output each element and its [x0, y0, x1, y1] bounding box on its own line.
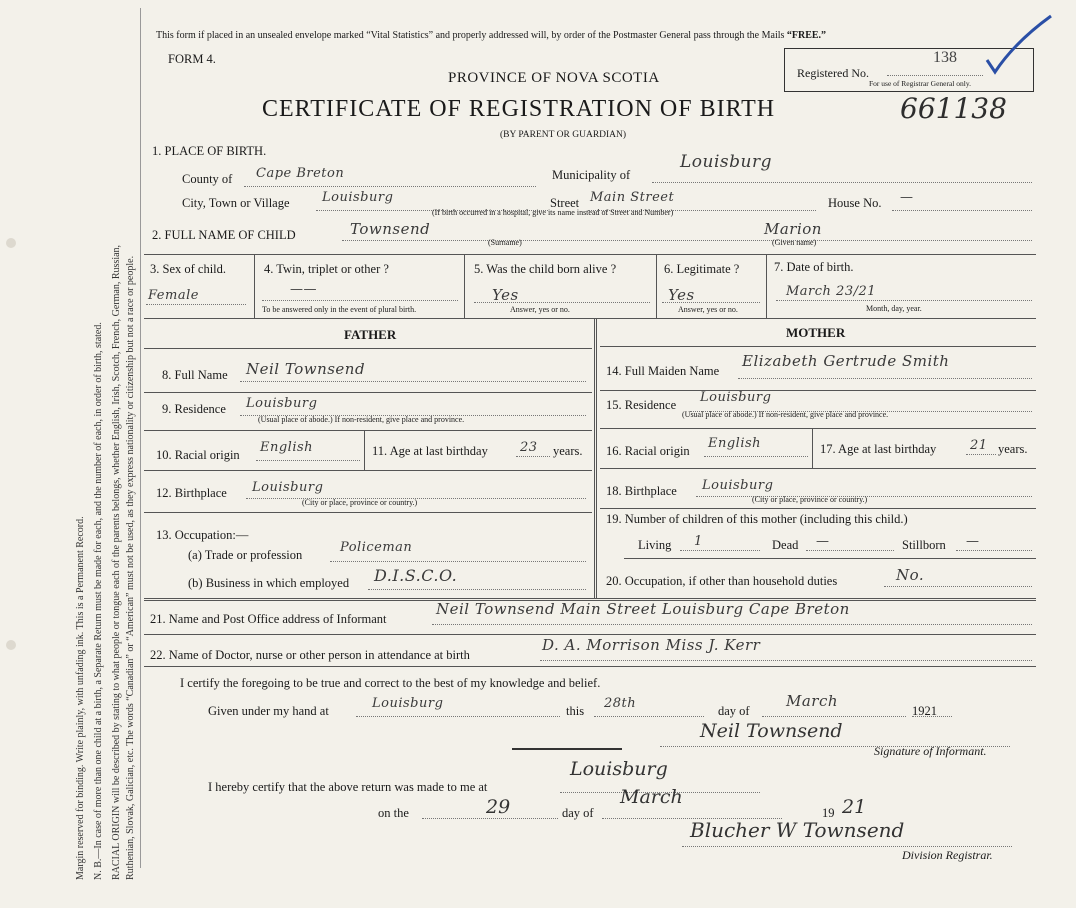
father-race-label: 10. Racial origin: [156, 448, 240, 462]
given-year: 1921: [912, 704, 937, 718]
registrar-day-line: [422, 818, 558, 819]
father-res: Louisburg: [246, 396, 318, 411]
grid-line: [600, 428, 1036, 429]
dead-value: —: [816, 534, 830, 549]
given-month-line: [762, 716, 906, 717]
registrar-month: March: [620, 786, 683, 808]
registrar-year: 21: [842, 796, 867, 818]
mother-race: English: [708, 436, 762, 451]
mother-children-label: 19. Number of children of this mother (including this child.): [606, 512, 908, 526]
dob-line: [776, 300, 1032, 301]
father-res-label: 9. Residence: [162, 402, 226, 416]
city-value: Louisburg: [322, 190, 394, 205]
sex-line: [146, 304, 246, 305]
mother-race-label: 16. Racial origin: [606, 444, 690, 458]
county-value: Cape Breton: [256, 166, 345, 181]
living-value: 1: [694, 534, 703, 549]
child-name-label: 2. FULL NAME OF CHILD: [152, 228, 296, 242]
legit-note: Answer, yes or no.: [678, 305, 738, 314]
mother-res-note: (Usual place of abode.) If non-resident, give place and province.: [682, 410, 889, 419]
informant-value: Neil Townsend Main Street Louisburg Cape Breton: [436, 600, 850, 618]
grid-line: [144, 470, 592, 471]
father-name: Neil Townsend: [246, 360, 366, 378]
street-value: Main Street: [590, 190, 675, 205]
house-label: House No.: [828, 196, 882, 210]
sex-value: Female: [148, 288, 199, 303]
dead-line: [806, 550, 894, 551]
informant-line: [432, 624, 1032, 625]
mother-years: years.: [998, 442, 1028, 456]
reg-note: For use of Registrar General only.: [869, 79, 971, 88]
child-surname: Townsend: [350, 220, 431, 238]
registrar-day-label: day of: [562, 806, 594, 820]
mother-name: Elizabeth Gertrude Smith: [742, 352, 950, 370]
subtitle: (BY PARENT OR GUARDIAN): [500, 130, 627, 140]
house-line: [892, 210, 1032, 211]
living-line: [680, 550, 760, 551]
municipality-value: Louisburg: [680, 152, 772, 172]
mother-occ: No.: [896, 566, 925, 584]
father-heading: FATHER: [344, 327, 397, 342]
alive-value: Yes: [492, 286, 519, 304]
mother-race-line: [704, 456, 808, 457]
mother-birth-note: (City or place, province or country.): [752, 495, 868, 504]
stillborn-line: [956, 550, 1032, 551]
municipality-line: [652, 182, 1032, 183]
given-day-line: [594, 716, 704, 717]
father-birth: Louisburg: [252, 480, 324, 495]
house-value: —: [900, 190, 914, 205]
stillborn-label: Stillborn: [902, 538, 946, 552]
twin-note: To be answered only in the event of plural birth.: [262, 305, 417, 314]
grid-line: [144, 430, 592, 431]
living-label: Living: [638, 538, 672, 552]
reg-no-line: [887, 75, 983, 76]
father-occ-label: 13. Occupation:—: [156, 528, 249, 542]
given-month: March: [786, 692, 839, 710]
grid-line: [364, 430, 365, 470]
father-years: years.: [553, 444, 583, 458]
on-the-label: on the: [378, 806, 409, 820]
grid-line: [600, 390, 1036, 391]
mail-note-text: This form if placed in an unsealed envelope marked “Vital Statistics” and properly addressed will, by order of the Postmaster General pass through the Mails: [156, 30, 785, 41]
legit-value: Yes: [668, 286, 695, 304]
father-birth-label: 12. Birthplace: [156, 486, 227, 500]
child-given: Marion: [764, 220, 822, 238]
twin-value: ——: [290, 282, 317, 297]
reg-no-value: 138: [933, 49, 957, 66]
signature-caption: Signature of Informant.: [874, 744, 987, 758]
twin-label: 4. Twin, triplet or other ?: [264, 262, 389, 276]
surname-caption: (Surname): [488, 238, 522, 247]
alive-note: Answer, yes or no.: [510, 305, 570, 314]
grid-line: [812, 428, 813, 468]
registrar-place: Louisburg: [570, 758, 668, 780]
grid-line: [624, 558, 1036, 559]
registrar-caption: Division Registrar.: [902, 848, 993, 862]
grid-line: [144, 318, 1036, 319]
father-race: English: [260, 440, 314, 455]
registrar-text: I hereby certify that the above return was made to me at: [208, 780, 488, 794]
grid-line: [600, 468, 1036, 469]
mother-name-label: 14. Full Maiden Name: [606, 364, 720, 378]
twin-line: [262, 300, 458, 301]
grid-line: [600, 508, 1036, 509]
grid-line: [144, 666, 1036, 667]
municipality-label: Municipality of: [552, 168, 631, 182]
father-trade: Policeman: [340, 540, 413, 555]
given-place-line: [356, 716, 560, 717]
given-day: 28th: [604, 696, 637, 711]
attendant-value: D. A. Morrison Miss J. Kerr: [542, 636, 761, 654]
day-of-label: day of: [718, 704, 750, 718]
county-label: County of: [182, 172, 233, 186]
form-number: FORM 4.: [168, 52, 216, 66]
father-age-label: 11. Age at last birthday: [372, 444, 488, 458]
given-label: Given under my hand at: [208, 704, 329, 718]
attendant-line: [540, 660, 1032, 661]
father-age: 23: [520, 440, 538, 455]
father-trade-label: (a) Trade or profession: [188, 548, 303, 562]
province: PROVINCE OF NOVA SCOTIA: [448, 70, 660, 86]
informant-signature: Neil Townsend: [700, 720, 843, 742]
grid-line: [144, 634, 1036, 635]
father-res-note: (Usual place of abode.) If non-resident, give place and province.: [258, 415, 465, 424]
reg-no-label: Registered No.: [797, 66, 869, 80]
grid-line: [144, 254, 1036, 255]
stillborn-value: —: [966, 534, 980, 549]
grid-line: [144, 348, 592, 349]
father-birth-note: (City or place, province or country.): [302, 498, 418, 507]
margin-note-1: Margin reserved for binding. Write plainly, with unfading ink. This is a Permanent Record.: [75, 516, 86, 880]
mother-res: Louisburg: [700, 390, 772, 405]
informant-label: 21. Name and Post Office address of Informant: [150, 612, 387, 626]
mother-age-label: 17. Age at last birthday: [820, 442, 937, 456]
mother-occ-label: 20. Occupation, if other than household duties: [606, 574, 838, 588]
street-label: Street: [550, 196, 580, 210]
grid-line: [144, 392, 592, 393]
given-caption: (Given name): [772, 238, 817, 247]
mother-birth-label: 18. Birthplace: [606, 484, 677, 498]
registrar-year-prefix: 19: [822, 806, 835, 820]
mother-occ-line: [884, 586, 1032, 587]
grid-line: [254, 254, 255, 318]
sex-label: 3. Sex of child.: [150, 262, 227, 276]
margin-note-3: RACIAL ORIGIN will be described by stating to what people or tongue each of the parents belongs, whether English, Irish, Scotch, French, German, Russian,: [111, 244, 122, 880]
hospital-note: (If birth occurred in a hospital, give its name instead of Street and Number): [432, 208, 674, 217]
legit-line: [662, 302, 760, 303]
mother-heading: MOTHER: [786, 325, 846, 340]
registrar-day: 29: [486, 796, 511, 818]
place-heading: 1. PLACE OF BIRTH.: [152, 144, 267, 158]
checkmark-icon: [985, 12, 1055, 82]
father-bus: D.I.S.C.O.: [374, 566, 458, 585]
margin-notes: [0, 0, 140, 908]
dob-note: Month, day, year.: [866, 304, 922, 313]
mother-age-line: [966, 454, 996, 455]
father-race-line: [256, 460, 360, 461]
margin-note-2: N. B.—In case of more than one child at a birth, a Separate Return must be made for each, and the number of each, in order of birth, stated.: [93, 322, 104, 880]
rule: [512, 748, 622, 750]
child-name-line: [342, 240, 1032, 241]
father-trade-line: [330, 561, 586, 562]
grid-line: [600, 346, 1036, 347]
father-name-line: [240, 381, 586, 382]
margin-note-4: Ruthenian, Slovak, Galician, etc. The words “Canadian” or “American” must not be used, as they express nationality or citizenship but not a race or people.: [125, 255, 136, 880]
father-name-label: 8. Full Name: [162, 368, 228, 382]
grid-line: [144, 512, 592, 513]
mother-res-label: 15. Residence: [606, 398, 677, 412]
mother-birth: Louisburg: [702, 478, 774, 493]
given-place: Louisburg: [372, 696, 444, 711]
dead-label: Dead: [772, 538, 799, 552]
registrar-signature-line: [682, 846, 1012, 847]
parents-divider: [594, 318, 597, 598]
grid-line: [464, 254, 465, 318]
grid-line: [656, 254, 657, 318]
mail-note: [156, 30, 826, 41]
certificate-title: CERTIFICATE OF REGISTRATION OF BIRTH: [262, 96, 776, 122]
free-label: “FREE.”: [786, 30, 827, 41]
alive-line: [474, 302, 650, 303]
county-line: [244, 186, 536, 187]
dob-label: 7. Date of birth.: [774, 260, 854, 274]
attendant-label: 22. Name of Doctor, nurse or other person in attendance at birth: [150, 648, 470, 662]
certify-text: I certify the foregoing to be true and correct to the best of my knowledge and belief.: [180, 676, 601, 690]
mother-age: 21: [970, 438, 988, 453]
father-age-line: [516, 456, 550, 457]
mother-name-line: [738, 378, 1032, 379]
father-bus-label: (b) Business in which employed: [188, 576, 350, 590]
dob-value: March 23/21: [786, 284, 877, 299]
legit-label: 6. Legitimate ?: [664, 262, 740, 276]
given-year-line: [912, 716, 952, 717]
hw-cert-number: 661138: [900, 92, 1007, 125]
city-label: City, Town or Village: [182, 196, 290, 210]
this-label: this: [566, 704, 585, 718]
registrar-signature: Blucher W Townsend: [690, 818, 905, 842]
father-bus-line: [368, 589, 586, 590]
grid-line: [766, 254, 767, 318]
binding-line: [140, 8, 141, 868]
alive-label: 5. Was the child born alive ?: [474, 262, 617, 276]
